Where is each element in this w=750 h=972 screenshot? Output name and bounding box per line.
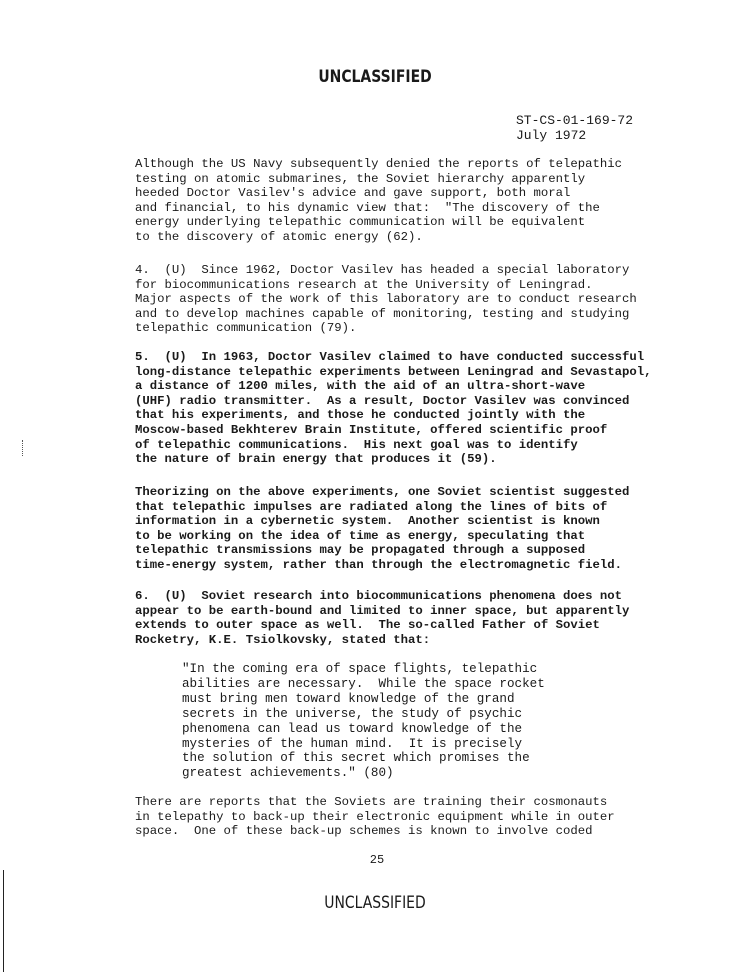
quote-line: "In the coming era of space flights, telepathic (182, 662, 538, 676)
text-line: heeded Doctor Vasilev's advice and gave support, both moral (135, 186, 571, 201)
classification-marking-top: UNCLASSIFIED (318, 67, 432, 87)
text-line: and to develop machines capable of monitoring, testing and studying (135, 306, 630, 321)
text-line: information in a cybernetic system. Another scientist is known (135, 514, 600, 529)
text-line: in telepathy to back-up their electronic equipment while in outer (135, 809, 615, 824)
quote-line: the solution of this secret which promises the (182, 751, 530, 766)
text-line: the nature of brain energy that produces it (59). (135, 452, 497, 467)
text-line: Theorizing on the above experiments, one Soviet scientist suggested (135, 485, 630, 499)
text-line: and financial, to his dynamic view that: "The discovery of the (135, 200, 600, 215)
paragraph-theorizing (135, 485, 665, 573)
document-date: July 1972 (516, 128, 587, 143)
text-line: 6. (U) Soviet research into biocommunications phenomena does not (135, 589, 623, 603)
quote-line: phenomena can lead us toward knowledge of the (182, 721, 523, 736)
text-line: (UHF) radio transmitter. As a result, Doctor Vasilev was convinced (135, 393, 630, 408)
text-line: testing on atomic submarines, the Soviet hierarchy apparently (135, 171, 586, 186)
text-line: There are reports that the Soviets are training their cosmonauts (135, 795, 608, 809)
quote-line: must bring men toward knowledge of the grand (182, 691, 515, 706)
margin-mark (22, 440, 27, 456)
text-line: that telepathic impulses are radiated along the lines of bits of (135, 499, 608, 514)
text-line: Although the US Navy subsequently denied the reports of telepathic (135, 157, 623, 171)
text-line: 4. (U) Since 1962, Doctor Vasilev has headed a special laboratory (135, 263, 630, 277)
text-line: 5. (U) In 1963, Doctor Vasilev claimed to have conducted successful (135, 350, 645, 364)
paragraph-cosmonaut-training (135, 795, 665, 839)
text-line: energy underlying telepathic communication will be equivalent (135, 215, 586, 230)
text-line: to the discovery of atomic energy (62). (135, 229, 423, 244)
document-id: ST-CS-01-169-72 (516, 113, 634, 128)
text-line: time-energy system, rather than through the electromagnetic field. (135, 557, 623, 572)
text-line: Rocketry, K.E. Tsiolkovsky, stated that: (135, 632, 431, 647)
text-line: of telepathic communications. His next goal was to identify (135, 437, 578, 452)
paragraph-6-outer-space (135, 589, 665, 647)
document-meta (516, 113, 633, 143)
scan-edge-line (3, 870, 4, 972)
classification-marking-bottom: UNCLASSIFIED (324, 893, 426, 913)
text-line: for biocommunications research at the University of Leningrad. (135, 277, 593, 292)
text-line: appear to be earth-bound and limited to inner space, but apparently (135, 603, 630, 618)
text-line: extends to outer space as well. The so-called Father of Soviet (135, 618, 600, 633)
text-line: Major aspects of the work of this laboratory are to conduct research (135, 292, 637, 307)
text-line: a distance of 1200 miles, with the aid of an ultra-short-wave (135, 379, 586, 394)
tsiolkovsky-quote (182, 662, 662, 781)
quote-line: abilities are necessary. While the space rocket (182, 676, 545, 691)
text-line: telepathic communication (79). (135, 321, 357, 336)
text-line: to be working on the idea of time as energy, speculating that (135, 528, 586, 543)
quote-line: secrets in the universe, the study of psychic (182, 706, 523, 721)
paragraph-4-laboratory (135, 263, 665, 336)
page-number: 25 (369, 853, 385, 867)
text-line: Moscow-based Bekhterev Brain Institute, offered scientific proof (135, 422, 608, 437)
text-line: that his experiments, and those he conducted jointly with the (135, 408, 586, 423)
text-line: space. One of these back-up schemes is known to involve coded (135, 824, 593, 839)
paragraph-5-experiments (135, 350, 665, 467)
text-line: telepathic transmissions may be propagated through a supposed (135, 543, 586, 558)
quote-line: greatest achievements." (80) (182, 766, 394, 781)
text-line: long-distance telepathic experiments between Leningrad and Sevastapol, (135, 364, 652, 379)
paragraph-navy-testing (135, 157, 665, 245)
quote-line: mysteries of the human mind. It is precisely (182, 736, 523, 751)
